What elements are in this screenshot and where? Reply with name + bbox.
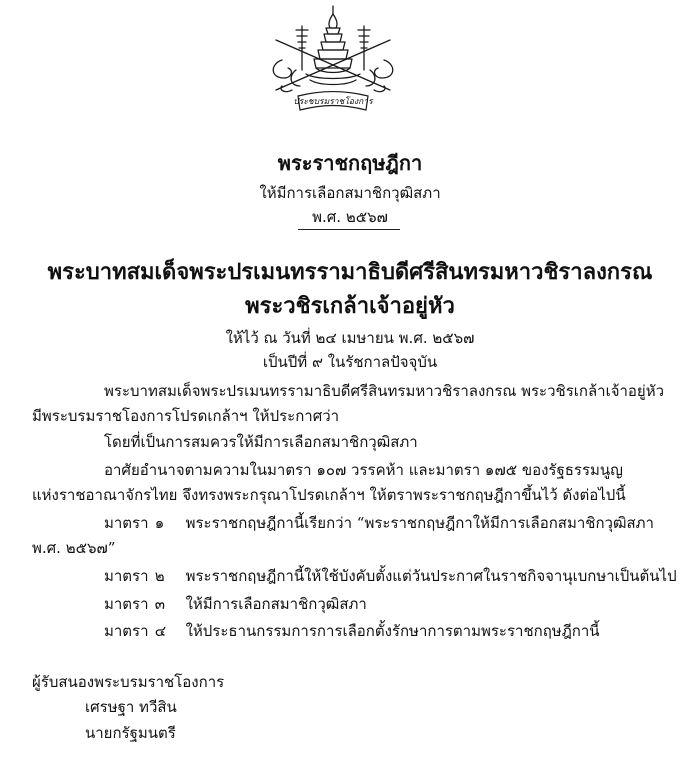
section-2-number: ๒ bbox=[154, 567, 165, 585]
section-1-continuation: พ.ศ. ๒๕๖๗” bbox=[32, 539, 116, 557]
section-3-text: ให้มีการเลือกสมาชิกวุฒิสภา bbox=[185, 595, 367, 613]
section-1 bbox=[104, 513, 654, 533]
reign-year: เป็นปีที่ ๙ ในรัชกาลปัจจุบัน bbox=[262, 353, 438, 371]
given-date: ให้ไว้ ณ วันที่ ๒๔ เมษายน พ.ศ. ๒๕๖๗ bbox=[225, 329, 475, 347]
section-4-label: มาตรา bbox=[104, 622, 149, 640]
preamble-p1-line2: มีพระบรมราชโองการโปรดเกล้าฯ ให้ประกาศว่า bbox=[32, 407, 340, 425]
section-1-number: ๑ bbox=[154, 514, 165, 532]
section-2 bbox=[104, 566, 677, 586]
king-name-line-2: พระวชิรเกล้าเจ้าอยู่หัว bbox=[245, 293, 455, 319]
title-divider bbox=[298, 229, 400, 230]
countersign-name: เศรษฐา ทวีสิน bbox=[85, 698, 177, 716]
section-1-label: มาตรา bbox=[104, 514, 149, 532]
section-3 bbox=[104, 594, 367, 614]
decree-subtitle: ให้มีการเลือกสมาชิกวุฒิสภา bbox=[259, 184, 441, 202]
section-2-label: มาตรา bbox=[104, 567, 149, 585]
king-name-line-1: พระบาทสมเด็จพระปรเมนทรรามาธิบดีศรีสินทรมหาวชิราลงกรณ bbox=[47, 259, 653, 285]
section-3-label: มาตรา bbox=[104, 595, 149, 613]
section-4-number: ๔ bbox=[154, 622, 167, 640]
royal-emblem bbox=[262, 4, 404, 116]
emblem-banner-text: ประชบรมราชโองการ bbox=[293, 97, 373, 107]
section-3-number: ๓ bbox=[154, 595, 166, 613]
countersign-position: นายกรัฐมนตรี bbox=[85, 724, 176, 742]
section-4-text: ให้ประธานกรรมการการเลือกตั้งรักษาการตามพระราชกฤษฎีกานี้ bbox=[185, 622, 600, 640]
section-4 bbox=[104, 621, 600, 641]
preamble-p3-line1: อาศัยอำนาจตามความในมาตรา ๑๐๗ วรรคห้า และมาตรา ๑๗๕ ของรัฐธรรมนูญ bbox=[104, 461, 623, 479]
preamble-p2: โดยที่เป็นการสมควรให้มีการเลือกสมาชิกวุฒิสภา bbox=[104, 433, 418, 451]
preamble-p3-line2: แห่งราชอาณาจักรไทย จึงทรงพระกรุณาโปรดเกล้าฯ ให้ตราพระราชกฤษฎีกาขึ้นไว้ ดังต่อไปนี้ bbox=[32, 486, 626, 504]
decree-title: พระราชกฤษฎีกา bbox=[277, 151, 423, 175]
section-2-text: พระราชกฤษฎีกานี้ให้ใช้บังคับตั้งแต่วันประกาศในราชกิจจานุเบกษาเป็นต้นไป bbox=[185, 567, 677, 585]
preamble-p1-line1: พระบาทสมเด็จพระปรเมนทรรามาธิบดีศรีสินทรมหาวชิราลงกรณ พระวชิรเกล้าเจ้าอยู่หัว bbox=[104, 382, 665, 400]
section-1-text: พระราชกฤษฎีกานี้เรียกว่า “พระราชกฤษฎีกาให้มีการเลือกสมาชิกวุฒิสภา bbox=[185, 514, 654, 532]
decree-year: พ.ศ. ๒๕๖๗ bbox=[312, 208, 388, 226]
countersign-heading: ผู้รับสนองพระบรมราชโองการ bbox=[32, 673, 225, 691]
